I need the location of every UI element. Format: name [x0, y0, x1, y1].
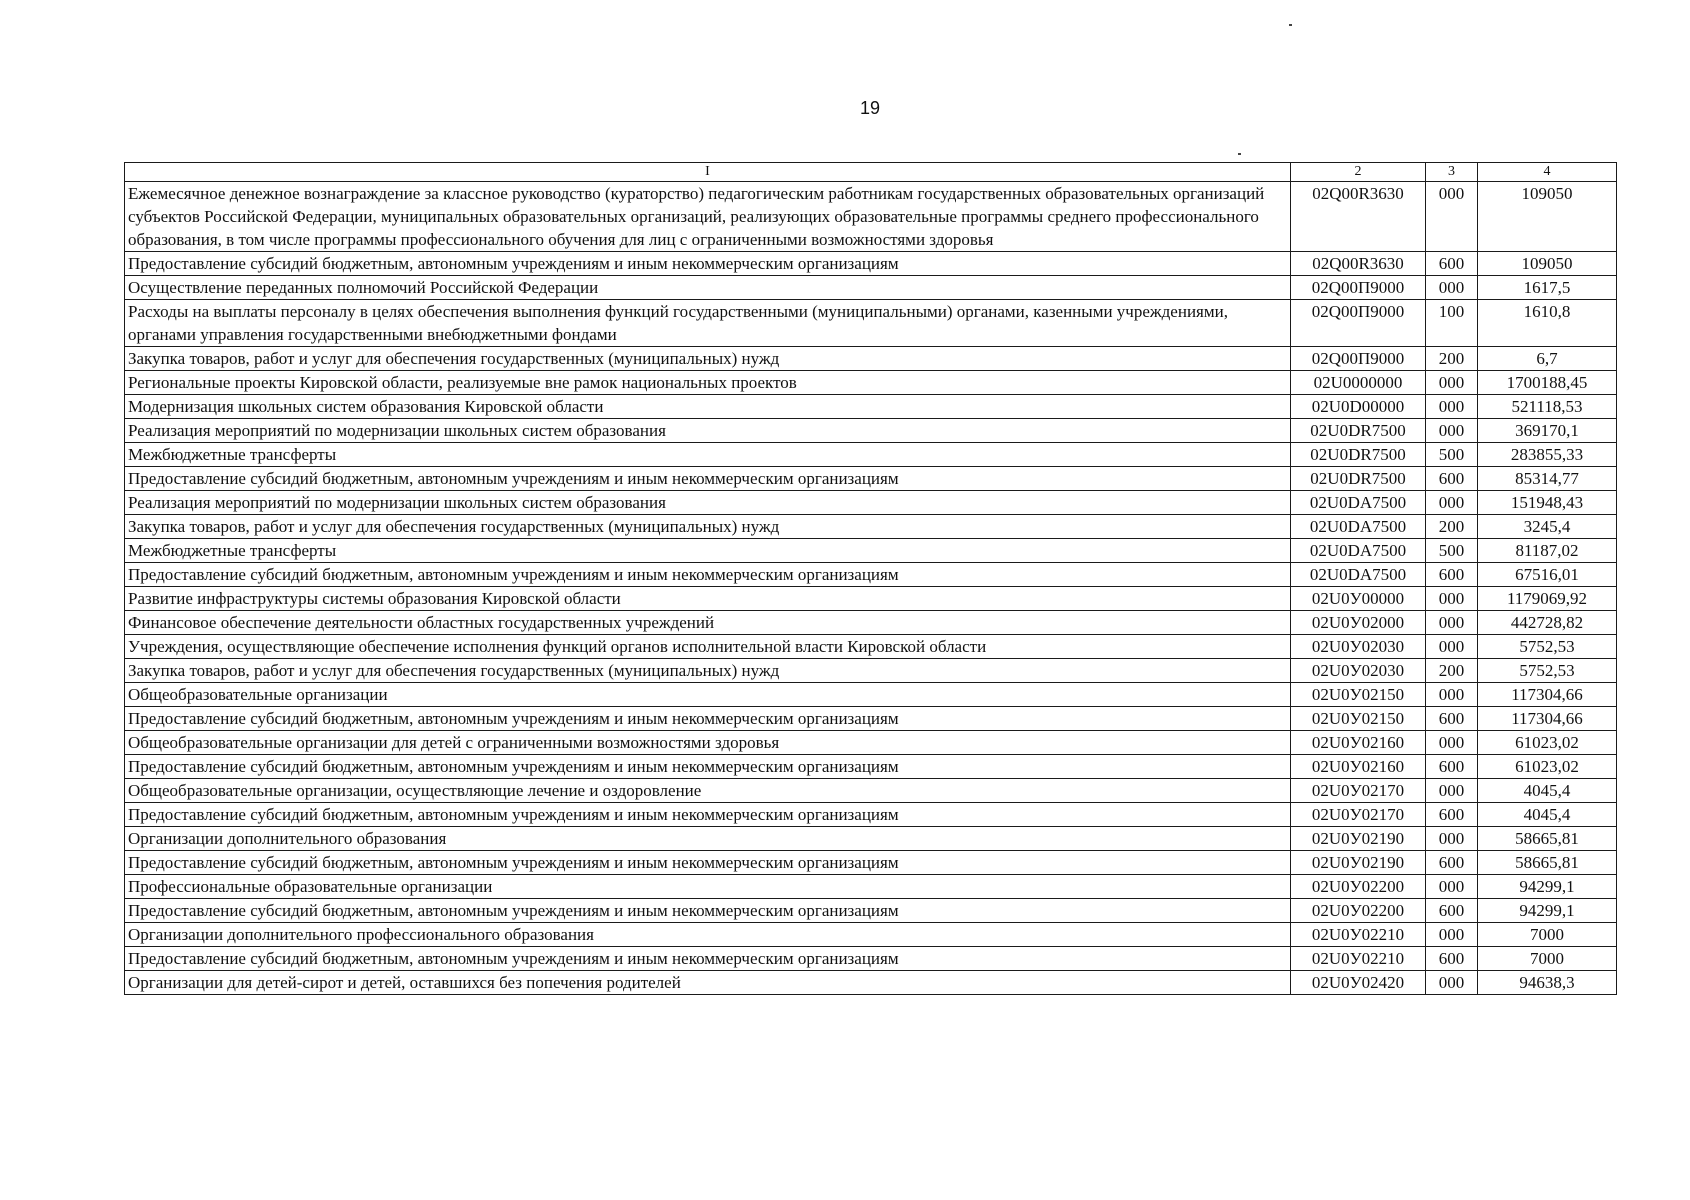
cell-code: 02U0У02160 — [1291, 731, 1426, 755]
cell-name: Общеобразовательные организации для детей с ограниченными возможностями здоровья — [125, 731, 1291, 755]
cell-amount: 61023,02 — [1478, 731, 1617, 755]
cell-amount: 109050 — [1478, 182, 1617, 252]
cell-type: 600 — [1426, 851, 1478, 875]
cell-amount: 1179069,92 — [1478, 587, 1617, 611]
cell-code: 02Q00П9000 — [1291, 347, 1426, 371]
cell-amount: 81187,02 — [1478, 539, 1617, 563]
cell-code: 02U0У02170 — [1291, 779, 1426, 803]
header-cell-name: I — [125, 163, 1291, 182]
table-row — [125, 371, 1617, 395]
cell-type: 000 — [1426, 419, 1478, 443]
header-cell-code: 2 — [1291, 163, 1426, 182]
cell-name: Общеобразовательные организации, осуществляющие лечение и оздоровление — [125, 779, 1291, 803]
cell-name: Финансовое обеспечение деятельности областных государственных учреждений — [125, 611, 1291, 635]
table-row — [125, 803, 1617, 827]
cell-name: Закупка товаров, работ и услуг для обеспечения государственных (муниципальных) нужд — [125, 515, 1291, 539]
cell-name: Предоставление субсидий бюджетным, автономным учреждениям и иным некоммерческим организациям — [125, 899, 1291, 923]
table-row — [125, 827, 1617, 851]
cell-amount: 94299,1 — [1478, 875, 1617, 899]
cell-name: Организации для детей-сирот и детей, оставшихся без попечения родителей — [125, 971, 1291, 995]
cell-amount: 5752,53 — [1478, 659, 1617, 683]
header-cell-amount: 4 — [1478, 163, 1617, 182]
cell-amount: 151948,43 — [1478, 491, 1617, 515]
cell-code: 02U0DA7500 — [1291, 539, 1426, 563]
cell-code: 02U0У02030 — [1291, 659, 1426, 683]
table-row — [125, 659, 1617, 683]
cell-type: 000 — [1426, 923, 1478, 947]
cell-name: Предоставление субсидий бюджетным, автономным учреждениям и иным некоммерческим организациям — [125, 803, 1291, 827]
table-row — [125, 587, 1617, 611]
cell-name: Предоставление субсидий бюджетным, автономным учреждениям и иным некоммерческим организациям — [125, 707, 1291, 731]
cell-type: 000 — [1426, 587, 1478, 611]
cell-code: 02Q00П9000 — [1291, 276, 1426, 300]
cell-amount: 4045,4 — [1478, 779, 1617, 803]
cell-code: 02U0DA7500 — [1291, 515, 1426, 539]
table-row — [125, 899, 1617, 923]
cell-amount: 369170,1 — [1478, 419, 1617, 443]
cell-type: 500 — [1426, 443, 1478, 467]
table-row — [125, 779, 1617, 803]
table-row — [125, 539, 1617, 563]
cell-amount: 442728,82 — [1478, 611, 1617, 635]
table-row — [125, 347, 1617, 371]
cell-type: 600 — [1426, 947, 1478, 971]
cell-type: 600 — [1426, 755, 1478, 779]
cell-name: Предоставление субсидий бюджетным, автономным учреждениям и иным некоммерческим организациям — [125, 252, 1291, 276]
cell-amount: 61023,02 — [1478, 755, 1617, 779]
cell-name: Осуществление переданных полномочий Российской Федерации — [125, 276, 1291, 300]
cell-amount: 1610,8 — [1478, 300, 1617, 347]
cell-type: 200 — [1426, 347, 1478, 371]
cell-type: 200 — [1426, 515, 1478, 539]
cell-type: 000 — [1426, 395, 1478, 419]
cell-amount: 7000 — [1478, 947, 1617, 971]
cell-type: 000 — [1426, 182, 1478, 252]
table-row — [125, 683, 1617, 707]
cell-name: Закупка товаров, работ и услуг для обеспечения государственных (муниципальных) нужд — [125, 347, 1291, 371]
cell-code: 02U0D00000 — [1291, 395, 1426, 419]
cell-amount: 94299,1 — [1478, 899, 1617, 923]
cell-amount: 1617,5 — [1478, 276, 1617, 300]
cell-name: Предоставление субсидий бюджетным, автономным учреждениям и иным некоммерческим организациям — [125, 851, 1291, 875]
cell-name: Реализация мероприятий по модернизации школьных систем образования — [125, 491, 1291, 515]
cell-name: Предоставление субсидий бюджетным, автономным учреждениям и иным некоммерческим организациям — [125, 755, 1291, 779]
cell-code: 02U0У02210 — [1291, 923, 1426, 947]
cell-amount: 4045,4 — [1478, 803, 1617, 827]
cell-amount: 1700188,45 — [1478, 371, 1617, 395]
cell-code: 02U0У02210 — [1291, 947, 1426, 971]
page-number: 19 — [859, 98, 881, 118]
table-body — [125, 163, 1617, 995]
table-row — [125, 443, 1617, 467]
cell-name: Предоставление субсидий бюджетным, автономным учреждениям и иным некоммерческим организациям — [125, 947, 1291, 971]
cell-type: 000 — [1426, 635, 1478, 659]
cell-amount: 58665,81 — [1478, 827, 1617, 851]
cell-code: 02U0000000 — [1291, 371, 1426, 395]
cell-code: 02U0DA7500 — [1291, 491, 1426, 515]
cell-type: 500 — [1426, 539, 1478, 563]
cell-name: Региональные проекты Кировской области, реализуемые вне рамок национальных проектов — [125, 371, 1291, 395]
cell-amount: 94638,3 — [1478, 971, 1617, 995]
cell-type: 000 — [1426, 779, 1478, 803]
cell-amount: 7000 — [1478, 923, 1617, 947]
table-row — [125, 515, 1617, 539]
table-row — [125, 491, 1617, 515]
cell-code: 02U0У02200 — [1291, 899, 1426, 923]
table-header-row — [125, 163, 1617, 182]
cell-code: 02U0У02000 — [1291, 611, 1426, 635]
cell-code: 02U0DA7500 — [1291, 563, 1426, 587]
cell-amount: 67516,01 — [1478, 563, 1617, 587]
scan-speck — [1289, 24, 1292, 26]
cell-type: 000 — [1426, 683, 1478, 707]
cell-code: 02U0У02160 — [1291, 755, 1426, 779]
cell-name: Закупка товаров, работ и услуг для обеспечения государственных (муниципальных) нужд — [125, 659, 1291, 683]
table-row — [125, 731, 1617, 755]
cell-type: 000 — [1426, 371, 1478, 395]
cell-type: 000 — [1426, 276, 1478, 300]
cell-name: Межбюджетные трансферты — [125, 443, 1291, 467]
table-row — [125, 947, 1617, 971]
cell-type: 000 — [1426, 827, 1478, 851]
cell-code: 02Q00R3630 — [1291, 252, 1426, 276]
cell-amount: 283855,33 — [1478, 443, 1617, 467]
header-cell-type: 3 — [1426, 163, 1478, 182]
cell-type: 600 — [1426, 707, 1478, 731]
cell-code: 02U0DR7500 — [1291, 467, 1426, 491]
cell-code: 02U0DR7500 — [1291, 443, 1426, 467]
cell-code: 02U0DR7500 — [1291, 419, 1426, 443]
cell-code: 02U0У02190 — [1291, 827, 1426, 851]
cell-name: Общеобразовательные организации — [125, 683, 1291, 707]
cell-name: Учреждения, осуществляющие обеспечение исполнения функций органов исполнительной власти Кировской области — [125, 635, 1291, 659]
table-row — [125, 635, 1617, 659]
cell-code: 02U0У00000 — [1291, 587, 1426, 611]
cell-name: Реализация мероприятий по модернизации школьных систем образования — [125, 419, 1291, 443]
cell-type: 600 — [1426, 252, 1478, 276]
cell-type: 600 — [1426, 467, 1478, 491]
cell-code: 02U0У02030 — [1291, 635, 1426, 659]
scan-speck — [1238, 153, 1241, 155]
cell-amount: 3245,4 — [1478, 515, 1617, 539]
table-row — [125, 707, 1617, 731]
cell-name: Расходы на выплаты персоналу в целях обеспечения выполнения функций государственными (муниципальными) органами, казенными учреждениями, органами управления государственными внебюджетными фондами — [125, 300, 1291, 347]
cell-type: 000 — [1426, 731, 1478, 755]
budget-table — [124, 162, 1617, 995]
cell-code: 02U0У02200 — [1291, 875, 1426, 899]
table-row — [125, 419, 1617, 443]
table-row — [125, 300, 1617, 347]
cell-code: 02U0У02420 — [1291, 971, 1426, 995]
cell-type: 000 — [1426, 491, 1478, 515]
cell-amount: 6,7 — [1478, 347, 1617, 371]
cell-type: 600 — [1426, 803, 1478, 827]
cell-type: 000 — [1426, 971, 1478, 995]
cell-code: 02U0У02190 — [1291, 851, 1426, 875]
cell-type: 100 — [1426, 300, 1478, 347]
cell-name: Организации дополнительного образования — [125, 827, 1291, 851]
cell-type: 000 — [1426, 875, 1478, 899]
table-row — [125, 851, 1617, 875]
table-row — [125, 276, 1617, 300]
cell-name: Развитие инфраструктуры системы образования Кировской области — [125, 587, 1291, 611]
cell-amount: 117304,66 — [1478, 707, 1617, 731]
cell-amount: 117304,66 — [1478, 683, 1617, 707]
cell-code: 02U0У02150 — [1291, 683, 1426, 707]
cell-amount: 521118,53 — [1478, 395, 1617, 419]
cell-name: Модернизация школьных систем образования Кировской области — [125, 395, 1291, 419]
table-row — [125, 182, 1617, 252]
cell-type: 000 — [1426, 611, 1478, 635]
cell-type: 600 — [1426, 899, 1478, 923]
cell-name: Профессиональные образовательные организации — [125, 875, 1291, 899]
cell-amount: 58665,81 — [1478, 851, 1617, 875]
cell-type: 600 — [1426, 563, 1478, 587]
cell-code: 02Q00П9000 — [1291, 300, 1426, 347]
table-row — [125, 395, 1617, 419]
cell-name: Организации дополнительного профессионального образования — [125, 923, 1291, 947]
table-row — [125, 875, 1617, 899]
cell-name: Межбюджетные трансферты — [125, 539, 1291, 563]
cell-name: Предоставление субсидий бюджетным, автономным учреждениям и иным некоммерческим организациям — [125, 467, 1291, 491]
cell-amount: 5752,53 — [1478, 635, 1617, 659]
table-row — [125, 971, 1617, 995]
table-row — [125, 923, 1617, 947]
cell-amount: 109050 — [1478, 252, 1617, 276]
cell-amount: 85314,77 — [1478, 467, 1617, 491]
table-row — [125, 252, 1617, 276]
cell-type: 200 — [1426, 659, 1478, 683]
cell-code: 02U0У02170 — [1291, 803, 1426, 827]
cell-code: 02U0У02150 — [1291, 707, 1426, 731]
cell-name: Ежемесячное денежное вознаграждение за классное руководство (кураторство) педагогическим работникам государственных образовательных организаций субъектов Российской Федерации, муниципальных образовательных организаций, реализующих образовательные программы среднего профессионального образования, в том числе программы профессионального обучения для лиц с ограниченными возможностями здоровья — [125, 182, 1291, 252]
table-row — [125, 467, 1617, 491]
table-row — [125, 755, 1617, 779]
cell-name: Предоставление субсидий бюджетным, автономным учреждениям и иным некоммерческим организациям — [125, 563, 1291, 587]
table-row — [125, 611, 1617, 635]
cell-code: 02Q00R3630 — [1291, 182, 1426, 252]
table-row — [125, 563, 1617, 587]
